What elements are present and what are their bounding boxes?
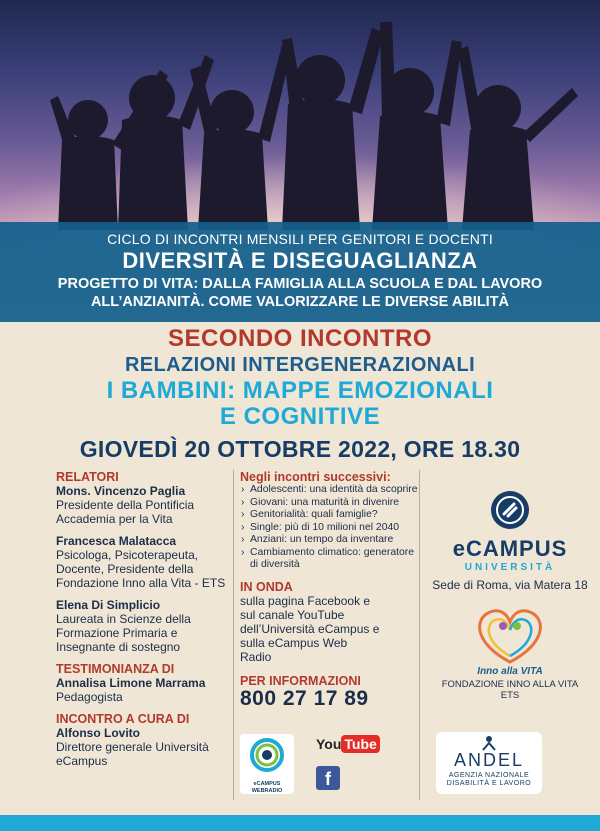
speaker-name: Elena Di Simplicio [56, 598, 161, 612]
project-description: PROGETTO DI VITA: DALLA FAMIGLIA ALLA SCUOLA E DAL LAVORO ALL’ANZIANITÀ. COME VALORIZZARE LE DIVERSE ABILITÀ [57, 276, 543, 310]
meeting-date: GIOVEDÌ 20 OTTOBRE 2022, ORE 18.30 [79, 436, 521, 462]
testimony-heading: TESTIMONIANZA DI [56, 662, 175, 676]
inno-alla-vita-logo [465, 604, 555, 666]
andel-person-icon [479, 735, 499, 751]
ecampus-emblem-icon [490, 490, 530, 530]
ecampus-sub: UNIVERSITÀ [464, 562, 556, 573]
speaker-item [56, 484, 234, 526]
speaker-name: Mons. Vincenzo Paglia [56, 484, 186, 498]
radio-label: eCAMPUS WEBRADIO [251, 781, 283, 794]
andel-logo [436, 732, 542, 794]
next-meetings-heading: Negli incontri successivi: [240, 470, 391, 484]
youtube-tube: Tube [341, 735, 379, 753]
speaker-name: Francesca Malatacca [56, 534, 177, 548]
on-air-text: sulla pagina Facebook e sul canale YouTube dell’Università eCampus e sulla eCampus Web Radio [240, 593, 380, 664]
meeting-subtitle: RELAZIONI INTERGENERAZIONALI [124, 354, 476, 376]
curator-heading: INCONTRO A CURA DI [56, 712, 190, 726]
ecampus-name: eCAMPUS [452, 536, 568, 561]
next-meetings-list [240, 484, 418, 572]
list-item: › Single: più di 10 milioni nel 2040 [240, 522, 418, 535]
curator-role: Direttore generale Università eCampus [56, 740, 209, 768]
phone-number[interactable]: 800 27 17 89 [240, 686, 369, 710]
info-heading: PER INFORMAZIONI [240, 673, 361, 688]
meeting-number: SECONDO INCONTRO [167, 325, 432, 352]
radio-icon [240, 734, 294, 776]
list-item: › Anziani: un tempo da inventare [240, 534, 418, 547]
list-item: › Cambiamento climatico: generatore di diversità [240, 547, 418, 572]
inno-logo-text: Inno alla VITA [477, 666, 543, 677]
series-caption: CICLO DI INCONTRI MENSILI PER GENITORI E DOCENTI [107, 231, 493, 247]
andel-line2: DISABILITÀ E LAVORO [446, 780, 532, 787]
testimony-name: Annalisa Limone Marrama [56, 676, 206, 690]
intro-band [0, 222, 600, 322]
speakers-column [56, 470, 234, 776]
series-title: DIVERSITÀ E DISEGUAGLIANZA [122, 248, 478, 273]
speaker-role: Psicologa, Psicoterapeuta, Docente, Presidente della Fondazione Inno alla Vita - ETS [56, 548, 226, 590]
meeting-title [0, 378, 600, 430]
meeting-title-line2: E COGNITIVE [219, 403, 381, 430]
inno-foundation: FONDAZIONE INNO ALLA VITA [441, 679, 579, 690]
andel-name: ANDEL [453, 750, 525, 770]
partners-column [425, 490, 595, 701]
speaker-item [56, 534, 234, 590]
info-block [240, 673, 418, 710]
curator-name: Alfonso Lovito [56, 726, 140, 740]
webradio-logo[interactable] [240, 734, 294, 794]
media-logos [240, 732, 380, 794]
speakers-heading: RELATORI [56, 470, 119, 484]
column-divider-right [419, 470, 420, 800]
testimony-block [56, 662, 234, 704]
on-air-heading: IN ONDA [240, 579, 293, 594]
curator-block [56, 712, 234, 768]
ecampus-address: Sede di Roma, via Matera 18 [432, 578, 588, 592]
facebook-icon[interactable]: f [316, 766, 340, 790]
speaker-role: Laureata in Scienze della Formazione Primaria e Insegnante di sostegno [56, 612, 191, 654]
footer-strip [0, 815, 600, 831]
youtube-logo[interactable] [316, 736, 376, 758]
meeting-title-line1: I BAMBINI: MAPPE EMOZIONALI [106, 377, 494, 404]
on-air-block [240, 580, 418, 664]
list-item: › Adolescenti: una identità da scoprire [240, 484, 418, 497]
youtube-you: You [316, 736, 342, 752]
info-column [240, 470, 418, 710]
speaker-role: Presidente della Pontificia Accademia per la Vita [56, 498, 195, 526]
testimony-role: Pedagogista [56, 690, 123, 704]
speaker-item [56, 598, 234, 654]
list-item: › Giovani: una maturità in divenire [240, 497, 418, 510]
list-item: › Genitorialità: quali famiglie? [240, 509, 418, 522]
andel-line1: AGENZIA NAZIONALE [448, 772, 530, 779]
inno-ets: ETS [500, 690, 520, 701]
